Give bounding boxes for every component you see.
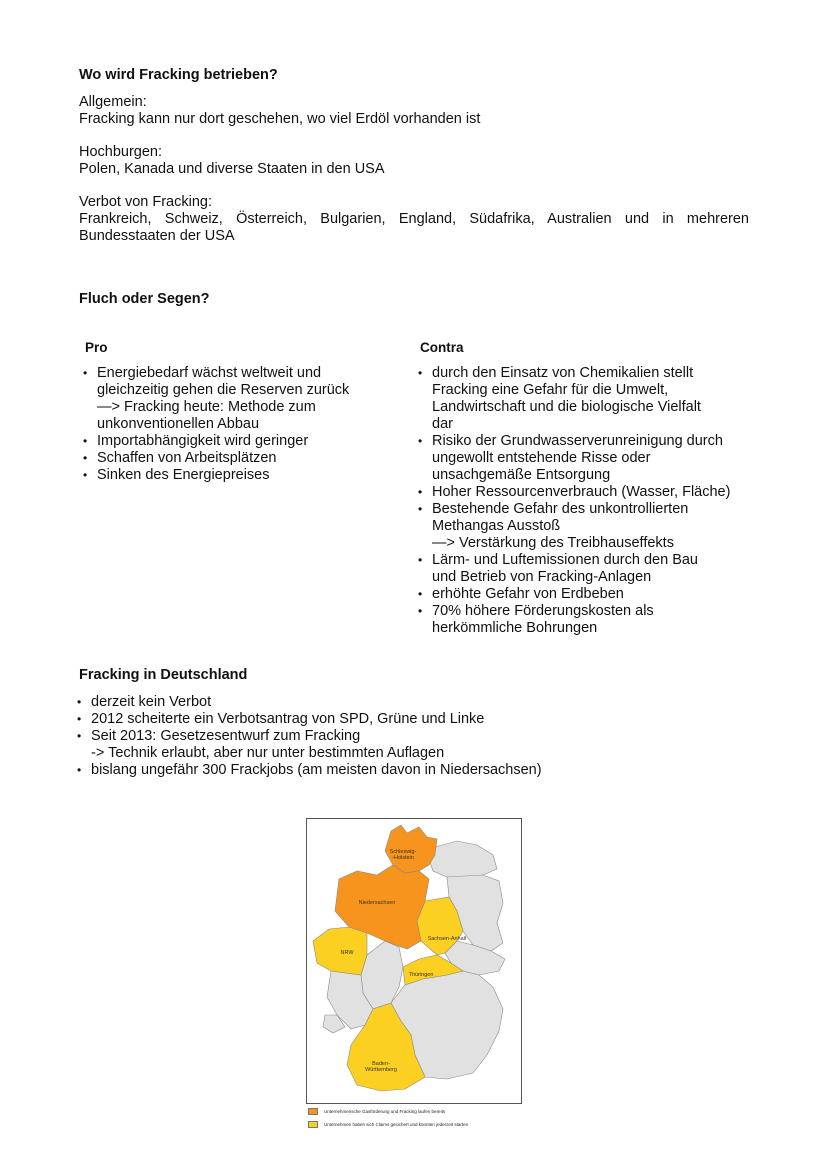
list-item (74, 762, 714, 779)
strongholds-label: Hochburgen: (79, 144, 163, 160)
contra-list (415, 365, 775, 637)
map-legend (308, 1108, 568, 1128)
list-item-line: • 2012 scheiterte ein Verbotsantrag von SPD, Grüne und Linke (91, 711, 485, 727)
list-item (74, 694, 714, 711)
list-item-line: ungewollt entstehende Risse oder (432, 450, 651, 466)
heading-curse: Fluch oder Segen? (79, 291, 210, 307)
list-item (74, 711, 714, 728)
list-item-line: • Energiebedarf wächst weltweit und (97, 365, 322, 381)
label-thueringen: Thüringen (408, 972, 434, 978)
list-item (415, 552, 775, 586)
list-item-line: Landwirtschaft und die biologische Vielfalt (432, 399, 701, 415)
list-item (80, 467, 400, 484)
list-item (415, 365, 775, 433)
legend-text-yellow: Unternehmen haben sich Claims gesichert und könnten jederzeit starten (324, 1121, 469, 1127)
legend-text-orange: Unternehmerische Gasförderung und Fracking laufen bereits (324, 1108, 446, 1114)
list-item-line: unkonventionellen Abbau (97, 416, 260, 432)
list-item-line: • durch den Einsatz von Chemikalien stellt (432, 365, 694, 381)
list-item-line: herkömmliche Bohrungen (432, 620, 598, 636)
pro-label: Pro (85, 340, 108, 355)
legend-row-orange (308, 1108, 568, 1115)
legend-swatch-yellow (308, 1121, 318, 1128)
list-item (80, 433, 400, 450)
list-item (415, 433, 775, 484)
list-item-line: gleichzeitig gehen die Reserven zurück (97, 382, 350, 398)
contra-label: Contra (420, 340, 464, 355)
list-item (80, 450, 400, 467)
list-item-line: dar (432, 416, 453, 432)
list-item (415, 603, 775, 637)
list-item (80, 365, 400, 433)
label-niedersachsen: Niedersachsen (358, 900, 396, 906)
germany-map-svg (307, 819, 521, 1103)
label-sachsen-anhalt: Sachsen-Anhalt (427, 936, 467, 942)
label-bw: Baden-Württemberg (365, 1061, 397, 1073)
label-sh: Schleswig--Holstein (389, 849, 417, 861)
germany-map (306, 818, 522, 1104)
heading-germany: Fracking in Deutschland (79, 667, 248, 683)
list-item-line: • Hoher Ressourcenverbrauch (Wasser, Fläche) (432, 484, 731, 500)
legend-swatch-orange (308, 1108, 318, 1115)
list-item-line: • 70% höhere Förderungskosten als (432, 603, 654, 619)
legend-row-yellow (308, 1121, 568, 1128)
ban-label: Verbot von Fracking: (79, 194, 212, 210)
general-text: Fracking kann nur dort geschehen, wo viel Erdöl vorhanden ist (79, 111, 481, 127)
germany-list (74, 694, 714, 779)
list-item-line: unsachgemäße Entsorgung (432, 467, 611, 483)
list-item-line: • Importabhängigkeit wird geringer (97, 433, 309, 449)
list-item-line: • derzeit kein Verbot (91, 694, 212, 710)
list-item-line: Fracking eine Gefahr für die Umwelt, (432, 382, 669, 398)
list-item-line: • Risiko der Grundwasserverunreinigung durch (432, 433, 723, 449)
list-item-line: • Sinken des Energiepreises (97, 467, 270, 483)
heading-where: Wo wird Fracking betrieben? (79, 67, 278, 83)
label-nrw: NRW (340, 950, 354, 956)
list-item (415, 484, 775, 501)
list-item-line: • bislang ungefähr 300 Frackjobs (am meisten davon in Niedersachsen) (91, 762, 542, 778)
list-item-line: und Betrieb von Fracking-Anlagen (432, 569, 652, 585)
list-item-line: Methangas Ausstoß (432, 518, 561, 534)
strongholds-text: Polen, Kanada und diverse Staaten in den USA (79, 161, 385, 177)
general-label: Allgemein: (79, 94, 147, 110)
list-item-line: —> Fracking heute: Methode zum (97, 399, 316, 415)
pro-list (80, 365, 400, 484)
list-item-line: -> Technik erlaubt, aber nur unter bestimmten Auflagen (91, 745, 445, 761)
list-item (74, 728, 714, 762)
list-item-line: • Seit 2013: Gesetzesentwurf zum Fracking (91, 728, 361, 744)
list-item (415, 586, 775, 603)
list-item-line: • Lärm- und Luftemissionen durch den Bau (432, 552, 698, 568)
state-mecklenburg (429, 841, 497, 879)
list-item (415, 501, 775, 552)
list-item-line: • erhöhte Gefahr von Erdbeben (432, 586, 624, 602)
list-item-line: —> Verstärkung des Treibhauseffekts (432, 535, 674, 551)
ban-text: Frankreich, Schweiz, Österreich, Bulgarien, England, Südafrika, Australien und in mehreren Bundesstaaten der USA (79, 211, 749, 244)
list-item-line: • Bestehende Gefahr des unkontrollierten (432, 501, 689, 517)
list-item-line: • Schaffen von Arbeitsplätzen (97, 450, 277, 466)
